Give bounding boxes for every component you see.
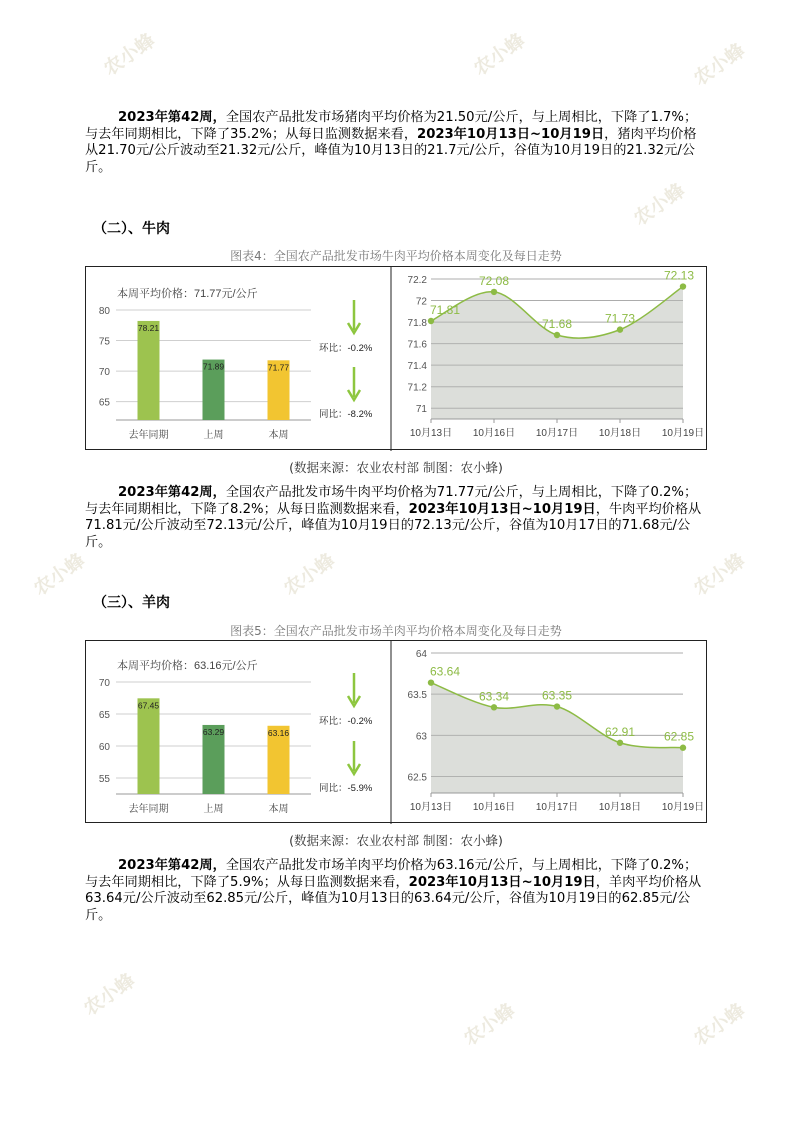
data-point — [617, 326, 623, 332]
paragraph-text: 全国农产品批发市场羊肉平均价格为63.16元/公斤，与上周相比，下降了0.2%；与去年同期相比，下降了5.9%；从每日监测数据来看， — [85, 858, 698, 890]
paragraph-text: 全国农产品批发市场猪肉平均价格为21.50元/公斤，与上周相比，下降了1.7%；与去年同期相比，下降了35.2%；从每日监测数据来看， — [85, 110, 698, 142]
bar-data-label: 78.21 — [137, 322, 160, 333]
point-data-label: 62.91 — [604, 724, 636, 739]
watermark-text: 农小蜂 — [689, 549, 750, 601]
x-tick-label: 10月16日 — [472, 428, 516, 439]
figure-caption: 图表5：全国农产品批发市场羊肉平均价格本周变化及每日走势 — [230, 624, 562, 638]
x-tick-label: 10月18日 — [598, 802, 642, 813]
y-tick-label: 80 — [98, 306, 110, 317]
watermark-text: 农小蜂 — [629, 179, 690, 231]
data-point — [554, 332, 560, 338]
y-tick-label: 72.2 — [407, 275, 427, 286]
y-tick-label: 71.6 — [407, 339, 427, 351]
data-point — [617, 740, 623, 746]
yoy-change: 同比：-5.9% — [319, 783, 373, 794]
bar — [138, 321, 160, 420]
y-tick-label: 71 — [415, 404, 427, 416]
y-tick-label: 72 — [415, 296, 427, 308]
section-title-beef: （二）、牛肉 — [93, 221, 170, 237]
x-tick-label: 去年同期 — [128, 430, 169, 441]
down-arrow-icon — [348, 741, 360, 774]
y-tick-label: 71.8 — [407, 318, 427, 330]
mom-change: 环比：-0.2% — [319, 716, 373, 727]
y-tick-label: 64 — [415, 649, 427, 660]
down-arrow-icon — [348, 367, 360, 400]
bar — [138, 698, 160, 794]
bar-chart-beef — [99, 306, 311, 441]
y-tick-label: 55 — [98, 774, 110, 785]
watermark-text: 农小蜂 — [469, 29, 530, 81]
date-range: 2023年10月13日~10月19日 — [408, 874, 596, 890]
mom-change: 环比：-0.2% — [319, 343, 373, 354]
paragraph-text: ，羊肉平均价格从63.64元/公斤波动至62.85元/公斤，峰值为10月13日的63.64元/公斤，谷值为10月19日的62.85元/公斤。 — [85, 874, 702, 923]
y-tick-label: 71.2 — [407, 382, 427, 394]
data-point — [428, 679, 434, 685]
point-data-label: 62.85 — [663, 729, 695, 744]
point-data-label: 63.34 — [478, 689, 510, 704]
y-tick-label: 70 — [98, 678, 110, 689]
data-point — [554, 703, 560, 709]
x-tick-label: 10月17日 — [535, 428, 579, 439]
point-data-label: 71.73 — [604, 311, 636, 326]
data-point — [680, 283, 686, 289]
y-tick-label: 63.5 — [407, 690, 427, 702]
point-data-label: 72.08 — [478, 273, 510, 288]
paragraph-text: ，牛肉平均价格从71.81元/公斤波动至72.13元/公斤，峰值为10月19日的72.13元/公斤，谷值为10月17日的71.68元/公斤。 — [85, 501, 702, 550]
mutton-figure — [85, 640, 707, 823]
line-chart-beef — [408, 269, 705, 439]
watermark-text: 农小蜂 — [79, 969, 140, 1021]
bar-data-label: 71.77 — [267, 362, 290, 373]
data-point — [491, 704, 497, 710]
x-tick-label: 10月16日 — [472, 802, 516, 813]
x-tick-label: 10月17日 — [535, 802, 579, 813]
data-point — [428, 318, 434, 324]
y-tick-label: 71.4 — [407, 361, 427, 373]
watermark-text: 农小蜂 — [689, 39, 750, 91]
week-label: 2023年第42周， — [118, 485, 226, 500]
yoy-change: 同比：-8.2% — [319, 409, 373, 420]
x-tick-label: 10月13日 — [409, 428, 453, 439]
watermark-text: 农小蜂 — [459, 999, 520, 1051]
x-tick-label: 本周 — [268, 430, 289, 441]
x-tick-label: 10月13日 — [409, 802, 453, 813]
watermark-text: 农小蜂 — [29, 549, 90, 601]
data-point — [680, 745, 686, 751]
bar-data-label: 67.45 — [137, 700, 160, 711]
point-data-label: 71.68 — [541, 317, 573, 331]
beef-figure — [85, 266, 707, 450]
bar-data-label: 71.89 — [202, 361, 225, 372]
week-label: 2023年第42周， — [118, 110, 226, 125]
beef-figure-svg — [86, 267, 708, 451]
series-area — [431, 287, 683, 419]
y-tick-label: 63 — [415, 731, 427, 743]
x-tick-label: 10月18日 — [598, 428, 642, 439]
paragraph-text: ，猪肉平均价格从21.70元/公斤波动至21.32元/公斤，峰值为10月13日的21.7元/公斤，谷值为10月19日的21.32元/公斤。 — [85, 126, 697, 175]
y-tick-label: 60 — [98, 742, 110, 753]
x-tick-label: 上周 — [203, 430, 224, 441]
y-tick-label: 65 — [98, 710, 110, 721]
x-tick-label: 10月19日 — [661, 802, 705, 813]
x-tick-label: 本周 — [268, 804, 289, 815]
bar-chart-mutton — [99, 678, 311, 815]
data-source-note: (数据来源：农业农村部 制图：农小蜂) — [289, 833, 503, 848]
mutton-summary-paragraph — [85, 858, 707, 924]
data-point — [491, 289, 497, 295]
paragraph-text: 全国农产品批发市场牛肉平均价格为71.77元/公斤，与上周相比，下降了0.2%；与去年同期相比，下降了8.2%；从每日监测数据来看， — [85, 485, 698, 517]
y-tick-label: 62.5 — [407, 772, 427, 784]
point-data-label: 63.64 — [429, 664, 461, 679]
data-source-note: (数据来源：农业农村部 制图：农小蜂) — [289, 460, 503, 475]
y-tick-label: 70 — [98, 367, 110, 379]
down-arrow-icon — [348, 673, 360, 706]
mutton-figure-svg — [86, 641, 708, 824]
date-range: 2023年10月13日~10月19日 — [417, 126, 605, 142]
watermark-text: 农小蜂 — [689, 999, 750, 1051]
point-data-label: 63.35 — [541, 688, 573, 703]
down-arrow-icon — [348, 300, 360, 333]
weekly-average-label: 本周平均价格：63.16元/公斤 — [117, 660, 258, 672]
bar-data-label: 63.29 — [202, 726, 225, 737]
x-tick-label: 去年同期 — [128, 804, 169, 815]
section-title-mutton: （三）、羊肉 — [93, 595, 170, 611]
point-data-label: 71.81 — [429, 303, 461, 317]
week-label: 2023年第42周， — [118, 858, 226, 873]
y-tick-label: 65 — [98, 397, 110, 409]
watermark-text: 农小蜂 — [279, 549, 340, 601]
date-range: 2023年10月13日~10月19日 — [408, 501, 596, 517]
figure-caption: 图表4：全国农产品批发市场牛肉平均价格本周变化及每日走势 — [230, 249, 562, 263]
watermark-text: 农小蜂 — [99, 29, 160, 81]
bar-data-label: 63.16 — [267, 727, 290, 738]
x-tick-label: 上周 — [203, 804, 224, 815]
pork-summary-paragraph — [85, 110, 707, 176]
line-chart-mutton — [408, 649, 705, 813]
beef-summary-paragraph — [85, 485, 707, 551]
point-data-label: 72.13 — [663, 268, 695, 283]
x-tick-label: 10月19日 — [661, 428, 705, 439]
weekly-average-label: 本周平均价格：71.77元/公斤 — [117, 288, 258, 300]
y-tick-label: 75 — [98, 336, 110, 348]
